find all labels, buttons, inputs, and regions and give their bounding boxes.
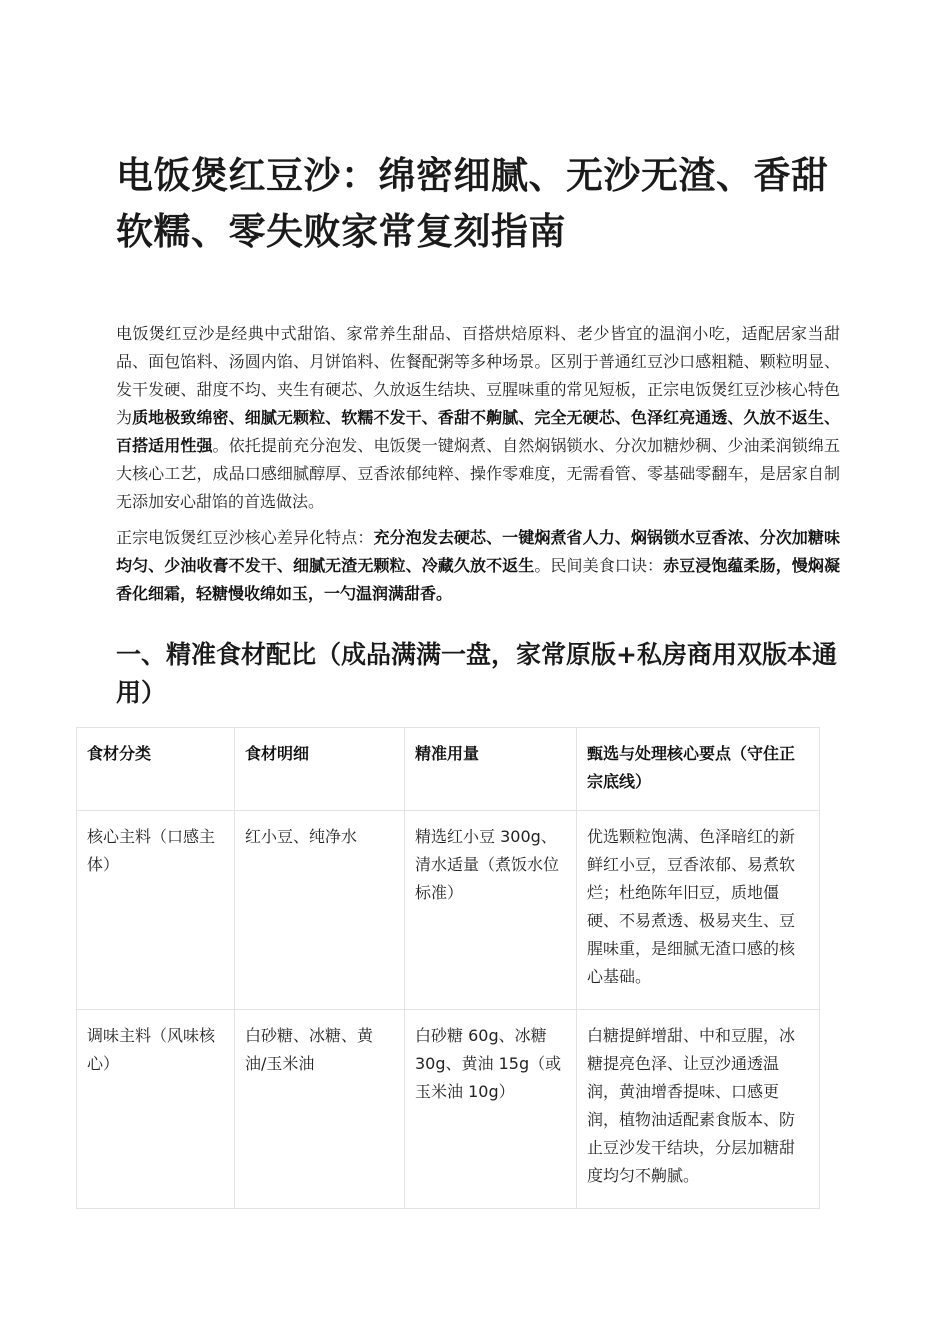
intro-p1-highlight: 质地极致绵密、细腻无颗粒、软糯不发干、香甜不齁腻、完全无硬芯、色泽红亮通透、久放不返生、百搭适用性强 [116,408,840,455]
table-cell: 白糖提鲜增甜、中和豆腥，冰糖提亮色泽、让豆沙通透温润，黄油增香提味、口感更润，植物油适配素食版本、防止豆沙发干结块，分层加糖甜度均匀不齁腻。 [577,1010,820,1209]
table-cell: 精选红小豆 300g、清水适量（煮饭水位标准） [405,811,577,1010]
table-cell: 核心主料（口感主体） [77,811,235,1010]
intro-paragraph-1 [116,320,840,516]
table-row [77,1010,820,1209]
intro-p1-text: 电饭煲红豆沙是经典中式甜馅、家常养生甜品、百搭烘焙原料、老少皆宜的温润小吃，适配居家当甜品、面包馅料、汤圆内馅、月饼馅料、佐餐配粥等多种场景。区别于普通红豆沙口感粗糙、颗粒明显、发干发硬、甜度不均、夹生有硬芯、久放返生结块、豆腥味重的常见短板，正宗电饭煲红豆沙核心特色为 [116,324,840,427]
intro-p1-text: 。依托提前充分泡发、电饭煲一键焖煮、自然焖锅锁水、分次加糖炒稠、少油柔润锁绵五大核心工艺，成品口感细腻醇厚、豆香浓郁纯粹、操作零难度，无需看管、零基础零翻车，是居家自制无添加安心甜馅的首选做法。 [116,436,840,511]
table-cell: 调味主料（风味核心） [77,1010,235,1209]
intro-p2-text: 正宗电饭煲红豆沙核心差异化特点： [116,528,374,547]
table-cell: 优选颗粒饱满、色泽暗红的新鲜红小豆，豆香浓郁、易煮软烂；杜绝陈年旧豆，质地僵硬、不易煮透、极易夹生、豆腥味重，是细腻无渣口感的核心基础。 [577,811,820,1010]
table-row [77,811,820,1010]
table-cell: 白砂糖 60g、冰糖 30g、黄油 15g（或玉米油 10g） [405,1010,577,1209]
intro-p2-text: 。民间美食口诀： [534,556,664,575]
table-cell: 红小豆、纯净水 [235,811,405,1010]
page-title: 电饭煲红豆沙：绵密细腻、无沙无渣、香甜软糯、零失败家常复刻指南 [116,154,829,253]
section-heading: 一、精准食材配比（成品满满一盘，家常原版+私房商用双版本通用） [116,640,837,707]
intro-p2-motto: 赤豆浸饱蕴柔肠，慢焖凝香化细霜，轻糖慢收绵如玉，一勺温润满甜香。 [116,556,840,603]
table-cell: 白砂糖、冰糖、黄油/玉米油 [235,1010,405,1209]
intro-p2-highlight: 充分泡发去硬芯、一键焖煮省人力、焖锅锁水豆香浓、分次加糖味均匀、少油收膏不发干、细腻无渣无颗粒、冷藏久放不返生 [116,528,840,575]
table-header-cell: 食材分类 [77,728,235,811]
ingredients-table [76,727,820,1209]
table-header-cell: 食材明细 [235,728,405,811]
table-header-row [77,728,820,811]
table-header-cell: 甄选与处理核心要点（守住正宗底线） [577,728,820,811]
table-header-cell: 精准用量 [405,728,577,811]
intro-paragraph-2 [116,524,840,608]
